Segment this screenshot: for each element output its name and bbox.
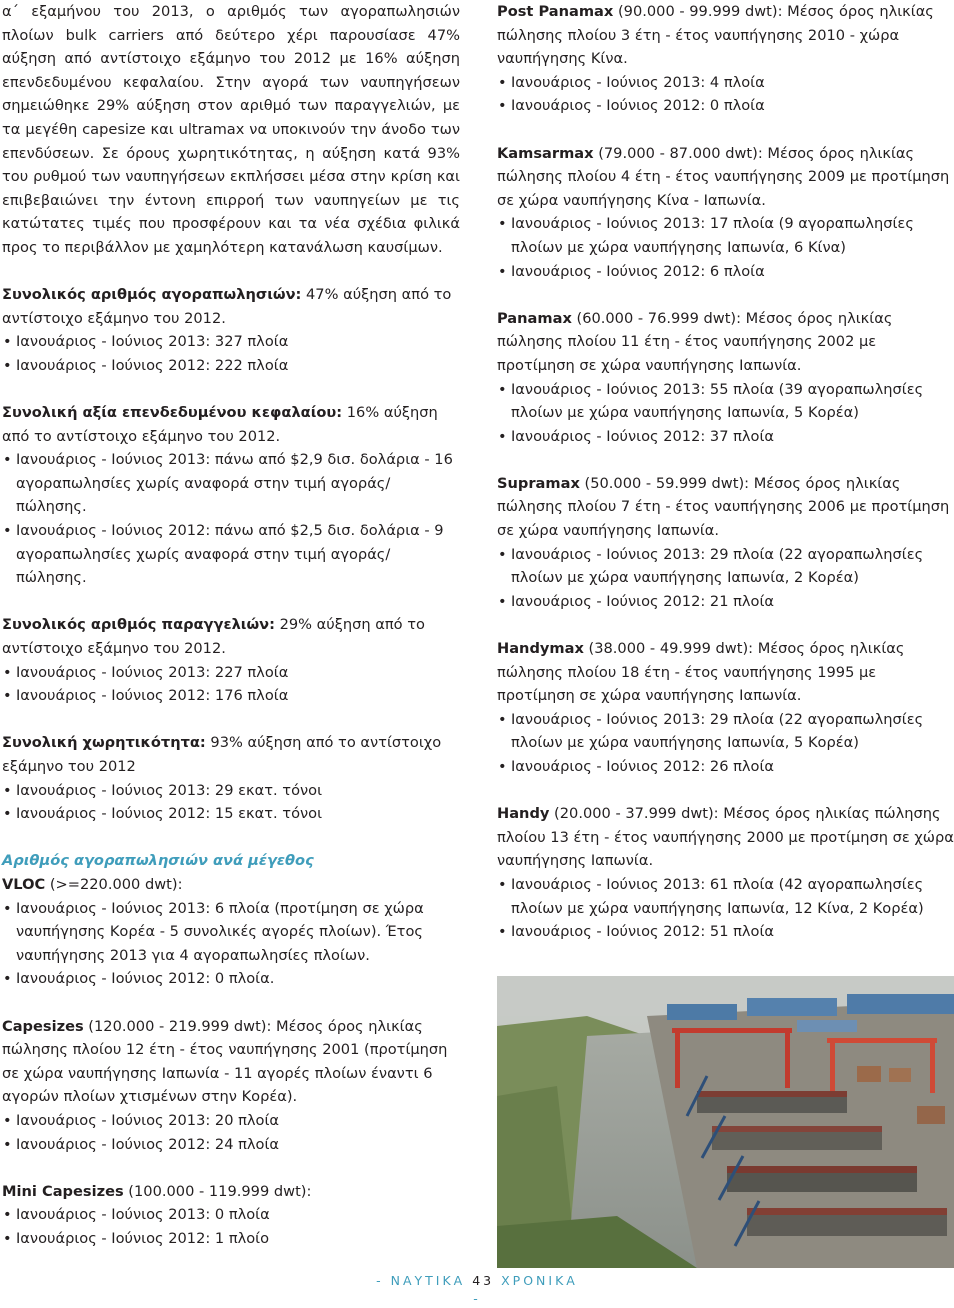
section-heading: Supramax [497,474,580,492]
section-heading: Mini Capesizes [2,1182,124,1200]
list-item: • Ιανουάριος - Ιούνιος 2012: 37 πλοία [497,425,954,449]
footer-right: ΧΡΟΝΙΚΑ - [473,1273,578,1306]
list-item: • Ιανουάριος - Ιούνιος 2013: 227 πλοία [2,661,460,685]
list-item: • Ιανουάριος - Ιούνιος 2013: 55 πλοία (39 αγοραπωλησίες πλοίων με χώρα ναυπήγησης Ιαπωνία, 5 Κορέα) [497,378,954,425]
section-heading: Συνολική αξία επενδεδυμένου κεφαλαίου: [2,404,343,422]
list-item: • Ιανουάριος - Ιούνιος 2013: 29 εκατ. τόνοι [2,779,460,803]
section-heading: Handymax [497,640,584,658]
tonnage-section [2,731,460,825]
section-heading: Συνολικός αριθμός αγοραπωλησιών: [2,286,302,304]
list-item: • Ιανουάριος - Ιούνιος 2012: 26 πλοία [497,755,954,779]
list-item: • Ιανουάριος - Ιούνιος 2013: πάνω από $2,9 δισ. δολάρια - 16 αγοραπωλησίες χωρίς αναφορά στην τιμή αγοράς/πώλησης. [2,448,460,519]
section-text: 93% αύξηση από το αντίστοιχο εξάμηνο του 2012 [2,734,442,775]
list-item: • Ιανουάριος - Ιούνιος 2012: 0 πλοία. [2,967,460,991]
shipyard-photo [497,976,954,1268]
section-text: (100.000 - 119.999 dwt): [123,1182,312,1200]
bullet-list [497,873,954,944]
bullet-list [497,378,954,449]
page-footer [372,1272,582,1308]
section-text: (>=220.000 dwt): [45,875,183,893]
page-number: 43 [472,1273,495,1288]
bullet-list [2,661,460,708]
right-column [497,0,954,944]
post-panamax-section [497,0,954,118]
section-heading: Kamsarmax [497,144,594,162]
section-heading: Post Panamax [497,3,614,20]
list-item: • Ιανουάριος - Ιούνιος 2012: 176 πλοία [2,684,460,708]
list-item: • Ιανουάριος - Ιούνιος 2012: 6 πλοία [497,260,954,284]
section-text: (79.000 - 87.000 dwt): Μέσος όρος ηλικίας πώλησης πλοίου 4 έτη - έτος ναυπήγησης 2009 με προτίμηση σε χώρα ναυπήγησης Κίνα - Ιαπωνία. [497,144,950,209]
bullet-list [2,330,460,377]
list-item: • Ιανουάριος - Ιούνιος 2013: 327 πλοία [2,330,460,354]
list-item: • Ιανουάριος - Ιούνιος 2013: 29 πλοία (22 αγοραπωλησίες πλοίων με χώρα ναυπήγησης Ιαπωνία, 2 Κορέα) [497,543,954,590]
list-item: • Ιανουάριος - Ιούνιος 2012: 51 πλοία [497,920,954,944]
capital-section [2,401,460,590]
list-item: • Ιανουάριος - Ιούνιος 2012: 24 πλοία [2,1133,460,1157]
section-heading: Handy [497,805,550,823]
section-text: 29% αύξηση από το αντίστοιχο εξάμηνο του 2012. [2,616,425,658]
section-text: (38.000 - 49.999 dwt): Μέσος όρος ηλικίας πώλησης πλοίου 18 έτη - έτος ναυπήγησης 1995 με προτίμηση σε χώρα ναυπήγησης Ιαπωνία. [497,640,905,705]
list-item: • Ιανουάριος - Ιούνιος 2012: 21 πλοία [497,590,954,614]
bullet-list [2,1203,460,1250]
panamax-section [497,307,954,449]
bullet-list [2,897,460,991]
kamsarmax-section [497,142,954,284]
sales-total-section [2,283,460,377]
by-size-title: Αριθμός αγοραπωλησιών ανά μέγεθος [2,852,314,870]
list-item: • Ιανουάριος - Ιούνιος 2013: 29 πλοία (22 αγοραπωλησίες πλοίων με χώρα ναυπήγησης Ιαπωνία, 5 Κορέα) [497,708,954,755]
bullet-list [497,212,954,283]
mini-capesizes-section [2,1180,460,1251]
orders-section [2,613,460,707]
list-item: • Ιανουάριος - Ιούνιος 2012: 222 πλοία [2,354,460,378]
by-size-section [2,849,460,991]
section-heading: VLOC [2,875,46,893]
intro-paragraph: α΄ εξαμήνου του 2013, ο αριθμός των αγοραπωλησιών πλοίων bulk carriers από δεύτερο χέρι παρουσίασε 47% αύξηση από αντίστοιχο εξάμηνο του 2012 με 16% αύξηση επενδεδυμένου κεφαλαίου. Στην αγορά των ναυπηγήσεων σημειώθηκε 29% αύξηση στον αριθμό των παραγγελιών, με τα μεγέθη capesize και ultramax να υποκινούν την άνοδο των επενδύσεων. Σε όρους χωρητικότητας, η αύξηση κατά 93% του ρυθμού των ναυπηγήσεων εκπλήσσει μέσα στην κρίση και επιβεβαιώνει την έντονη επιρροή των ναυπηγείων με τις κατώτατες τιμές που προσφέρουν και τα νέα σχέδια φιλικά προς το περιβάλλον με χαμηλότερη κατανάλωση καυσίμων. [2,3,460,256]
bullet-list [497,708,954,779]
section-heading: Capesizes [2,1017,84,1035]
handymax-section [497,637,954,779]
list-item: • Ιανουάριος - Ιούνιος 2013: 61 πλοία (42 αγοραπωλησίες πλοίων με χώρα ναυπήγησης Ιαπωνία, 12 Κίνα, 2 Κορέα) [497,873,954,920]
list-item: • Ιανουάριος - Ιούνιος 2013: 20 πλοία [2,1109,460,1133]
left-column [2,0,460,1250]
section-heading: Συνολικός αριθμός παραγγελιών: [2,616,275,634]
bullet-list [497,71,954,118]
list-item: • Ιανουάριος - Ιούνιος 2013: 6 πλοία (προτίμηση σε χώρα ναυπήγησης Κορέα - 5 συνολικές αγορές πλοίων). Έτος ναυπήγησης 2013 για 4 αγοραπωλησίες πλοίων. [2,897,460,968]
list-item: • Ιανουάριος - Ιούνιος 2012: 15 εκατ. τόνοι [2,802,460,826]
section-text: 16% αύξηση από το αντίστοιχο εξάμηνο του 2012. [2,404,438,445]
list-item: • Ιανουάριος - Ιούνιος 2013: 0 πλοία [2,1203,460,1227]
section-heading: Συνολική χωρητικότητα: [2,734,206,752]
list-item: • Ιανουάριος - Ιούνιος 2013: 17 πλοία (9 αγοραπωλησίες πλοίων με χώρα ναυπήγησης Ιαπωνία, 6 Κίνα) [497,212,954,259]
bullet-list [2,448,460,590]
section-text: (50.000 - 59.999 dwt): Μέσος όρος ηλικίας πώλησης πλοίου 7 έτη - έτος ναυπήγησης 2006 με προτίμηση σε χώρα ναυπήγησης Ιαπωνία. [497,474,950,540]
section-text: (20.000 - 37.999 dwt): Μέσος όρος ηλικίας πώλησης πλοίου 13 έτη - έτος ναυπήγησης 2000 με προτίμηση σε χώρα ναυπήγησης Ιαπωνία. [497,805,954,870]
supramax-section [497,472,954,614]
list-item: • Ιανουάριος - Ιούνιος 2013: 4 πλοία [497,71,954,95]
list-item: • Ιανουάριος - Ιούνιος 2012: 0 πλοία [497,94,954,118]
section-text: (120.000 - 219.999 dwt): Μέσος όρος ηλικίας πώλησης πλοίου 12 έτη - έτος ναυπήγησης 2001 (προτίμηση σε χώρα ναυπήγησης Ιαπωνία - 11 αγορές πλοίων έναντι 6 αγορών πλοίων χτισμένων στην Κορέα). [2,1017,448,1106]
capesizes-section [2,1015,460,1157]
section-text: (90.000 - 99.999 dwt): Μέσος όρος ηλικίας πώλησης πλοίου 3 έτη - έτος ναυπήγησης 2010 - χώρα ναυπήγησης Κίνα. [497,3,934,68]
list-item: • Ιανουάριος - Ιούνιος 2012: πάνω από $2,5 δισ. δολάρια - 9 αγοραπωλησίες χωρίς αναφορά στην τιμή αγοράς/πώλησης. [2,519,460,590]
section-text: (60.000 - 76.999 dwt): Μέσος όρος ηλικίας πώλησης πλοίου 11 έτη - έτος ναυπήγησης 2002 με προτίμηση σε χώρα ναυπήγησης Ιαπωνία. [497,309,893,374]
bullet-list [497,543,954,614]
section-heading: Panamax [497,309,572,327]
section-text: 47% αύξηση από το αντίστοιχο εξάμηνο του 2012. [2,286,452,327]
list-item: • Ιανουάριος - Ιούνιος 2012: 1 πλοίο [2,1227,460,1251]
bullet-list [2,1109,460,1156]
bullet-list [2,779,460,826]
handy-section [497,802,954,944]
footer-left: - ΝΑΥΤΙΚΑ [376,1273,466,1288]
